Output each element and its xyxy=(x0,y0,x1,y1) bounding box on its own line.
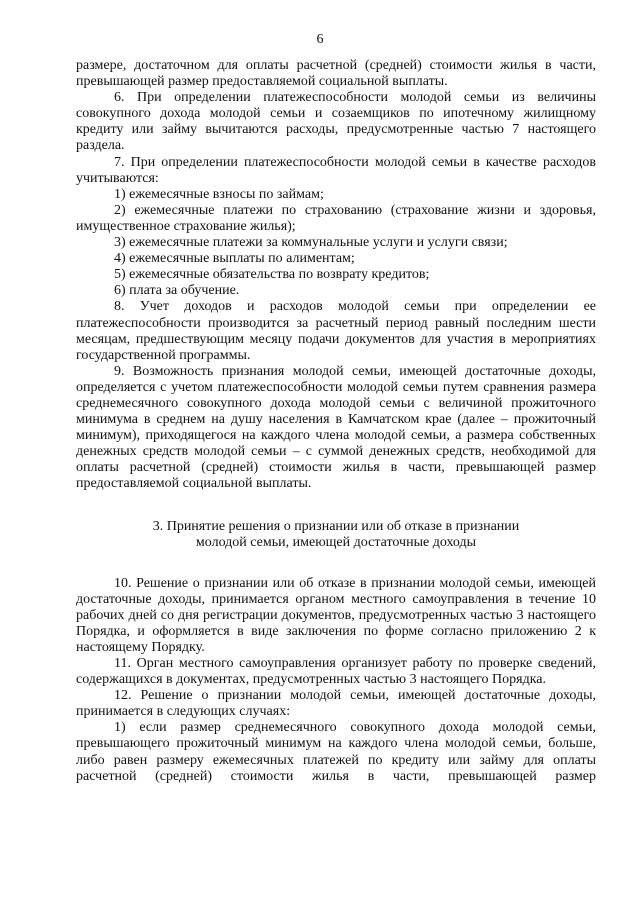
paragraph: 3) ежемесячные платежи за коммунальные услуги и услуги связи; xyxy=(114,235,508,251)
section-heading xyxy=(76,519,596,552)
paragraphs-bottom xyxy=(76,576,596,785)
paragraph: 4) ежемесячные выплаты по алиментам; xyxy=(114,251,355,267)
paragraph: 10. Решение о признании или об отказе в признании молодой семьи, имеющей достаточные доходы, принимается органом местного самоуправления в течение 10 рабочих дней со дня регистрации документов, предусмотренных частью 3 настоящего Порядка, и оформляется в виде заключения по форме согласно приложению 2 к настоящему Порядку. xyxy=(76,575,596,655)
paragraph: 8. Учет доходов и расходов молодой семьи при определении ее платежеспособности производится за расчетный период равный последним шести месяцам, предшествующим месяцу подачи документов для участия в мероприятиях государственной программы. xyxy=(76,299,596,363)
paragraph: 6) плата за обучение. xyxy=(114,283,240,299)
paragraph: 6. При определении платежеспособности молодой семьи из величины совокупного дохода молодой семьи и созаемщиков по ипотечному жилищному кредиту или займу вычитаются расходы, предусмотренные частью 7 настоящего раздела. xyxy=(76,90,596,154)
paragraph: размере, достаточном для оплаты расчетной (средней) стоимости жилья в части, превышающей размер предоставляемой социальной выплаты. xyxy=(76,58,596,90)
paragraph: 11. Орган местного самоуправления организует работу по проверке сведений, содержащихся в документах, предусмотренных частью 3 настоящего Порядка. xyxy=(76,656,596,688)
paragraph: 2) ежемесячные платежи по страхованию (страхование жизни и здоровья, имущественное страхование жилья); xyxy=(76,202,596,234)
page-number: 6 xyxy=(316,32,324,47)
paragraph: 12. Решение о признании молодой семьи, имеющей достаточные доходы, принимается в следующих случаях: xyxy=(76,688,596,720)
paragraph: 1) ежемесячные взносы по займам; xyxy=(114,186,324,202)
section-heading-line-1: 3. Принятие решения о признании или об отказе в признании xyxy=(152,518,520,534)
paragraph: 5) ежемесячные обязательства по возврату кредитов; xyxy=(114,267,430,283)
paragraphs-top xyxy=(76,58,596,493)
paragraph: 9. Возможность признания молодой семьи, имеющей достаточные доходы, определяется с учетом платежеспособности молодой семьи путем сравнения размера среднемесячного совокупного дохода молодой семьи с величиной прожиточного минимума в среднем на душу населения в Камчатском крае (далее – прожиточный минимум), приходящегося на каждого члена молодой семьи, а размера собственных денежных средств молодой семьи – с суммой денежных средств, необходимой для оплаты расчетной (средней) стоимости жилья в части, превышающей размер предоставляемой социальной выплаты. xyxy=(76,363,596,492)
paragraph: 7. При определении платежеспособности молодой семьи в качестве расходов учитываются: xyxy=(76,154,596,186)
section-heading-line-2: молодой семьи, имеющей достаточные доходы xyxy=(195,535,477,551)
document-body xyxy=(76,58,596,785)
paragraph: 1) если размер среднемесячного совокупного дохода молодой семьи, превышающего прожиточный минимум на каждого члена молодой семьи, больше, либо равен размеру ежемесячных платежей по кредиту или займу для оплаты расчетной (средней) стоимости жилья в части, превышающей размер xyxy=(76,720,596,784)
